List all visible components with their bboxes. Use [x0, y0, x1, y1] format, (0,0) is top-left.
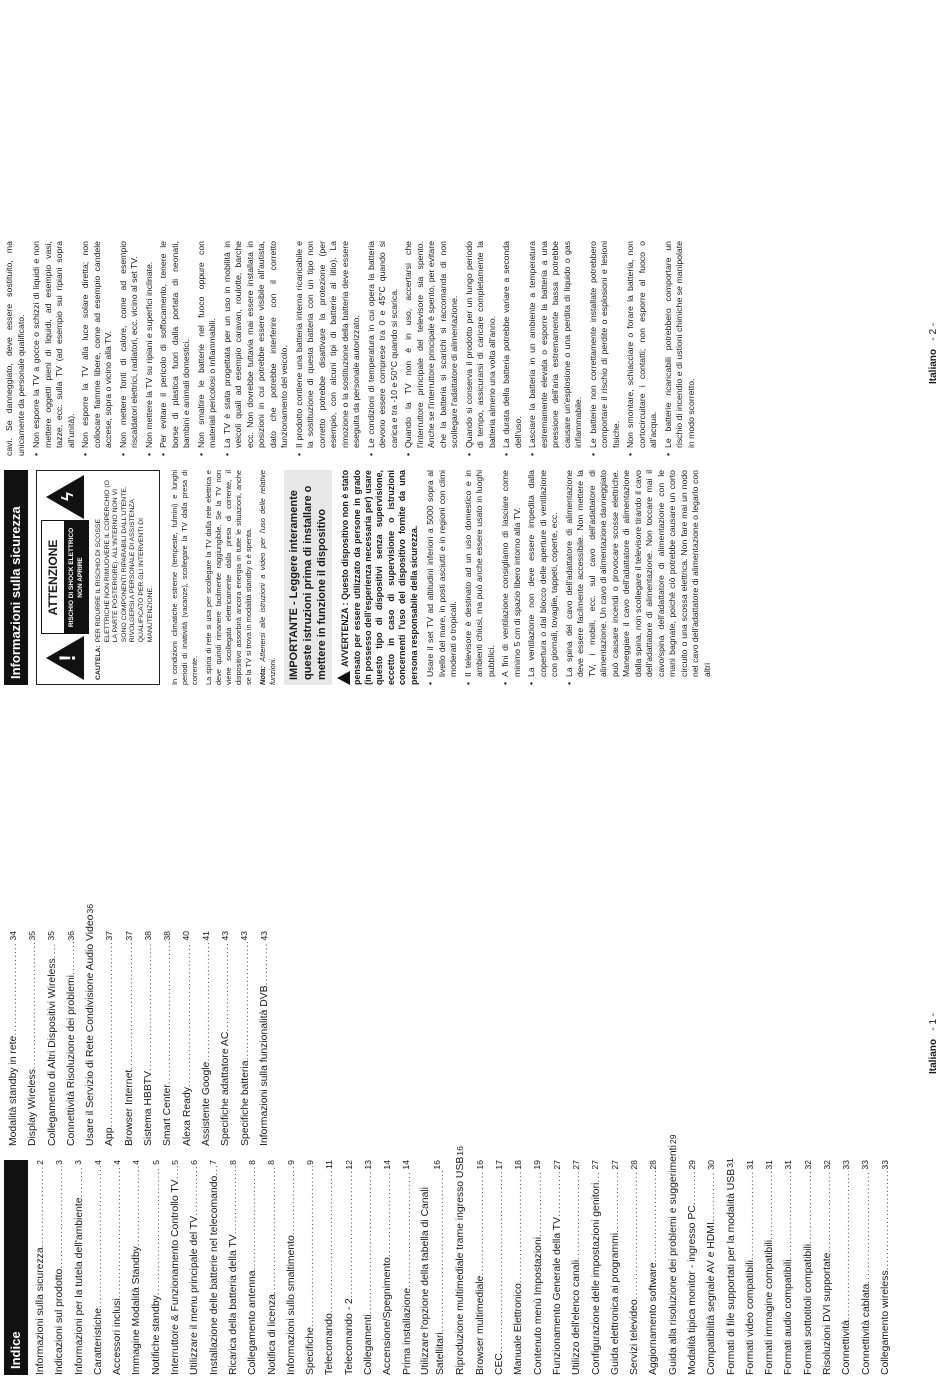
toc-entry-title: Informazioni sulla sicurezza — [35, 1247, 46, 1375]
toc-dot-leader — [282, 1166, 301, 1235]
toc-entry-page: 28 — [648, 1160, 659, 1170]
paragraph-weather: In condizioni climatiche estreme (tempeste, fulmini) e lunghi periodi di inattività (vacanze), scollegare la TV dalla presa di corrente. — [170, 470, 200, 685]
safety-header: Informazioni sulla sicurezza — [4, 470, 28, 685]
toc-entry-page: 16 — [431, 1160, 442, 1170]
toc-entry[interactable] — [378, 1160, 397, 1375]
toc-dot-leader — [166, 1166, 185, 1180]
toc-entry[interactable] — [818, 1160, 837, 1375]
toc-entry[interactable] — [205, 1160, 224, 1375]
toc-entry-page: 29 — [667, 1134, 678, 1145]
toc-entry-page: 40 — [181, 931, 192, 941]
toc-entry[interactable] — [127, 1160, 146, 1375]
toc-dot-leader — [818, 1171, 837, 1253]
toc-entry-page: 4 — [92, 1160, 103, 1165]
toc-entry-title: Sistema HBBTV — [143, 1070, 155, 1146]
toc-entry[interactable] — [197, 931, 216, 1146]
toc-entry-page: 13 — [362, 1160, 373, 1170]
safety-bullet: • Non mettere fonti di calore, come ad esempio riscaldatori elettrici, radiatori, ecc. vicino al set TV. — [118, 241, 141, 456]
toc-entry-page: 38 — [162, 931, 173, 941]
toc-entry-title: Guida elettronica ai programmi — [609, 1232, 621, 1375]
toc-dot-leader — [741, 1171, 760, 1260]
toc-dot-leader — [127, 1166, 146, 1246]
toc-entry-page: 31 — [783, 1160, 794, 1170]
warning-paragraph: AVVERTENZA : Questo dispositivo non è stato pensato per essere utilizzato da persone in grado (in possesso dell'esperienza necessaria per) usare questo tipo di dispositivi senza supervisione, eccetto in caso di supervisione o istruzioni concernenti l'uso del dispositivo fornite da una persona responsabile della sicurezza. — [337, 470, 420, 685]
toc-entry-title: Riproduzione multimediale trame ingresso USB — [455, 1156, 467, 1375]
toc-entry-title: Interruttore & Funzionamento Controllo TV — [170, 1179, 182, 1375]
toc-entry-page: 31 — [725, 1158, 736, 1168]
toc-entry-title: Assistente Google — [200, 1061, 212, 1146]
toc-entry-title: Collegamento antenna — [247, 1270, 259, 1375]
toc-entry-page: 8 — [227, 1160, 238, 1165]
safety-bullet: • Usare il set TV ad altitudini inferiori a 5000 sopra al livello del mare, in posti asciutti e in regioni con climi moderati o tropicali. — [425, 470, 460, 685]
toc-dot-leader — [529, 1171, 548, 1237]
toc-entry-page: 14 — [401, 1160, 412, 1170]
toc-entry-title: Modalità standby in rete — [8, 1035, 19, 1146]
toc-entry[interactable] — [224, 1160, 243, 1375]
toc-entry-title: Servizi televideo — [629, 1299, 641, 1375]
toc-entry-page: 9 — [304, 1160, 315, 1165]
toc-entry-page: 27 — [609, 1160, 620, 1170]
toc-entry[interactable] — [625, 1160, 644, 1375]
toc-entry-title: Contenuto menù Impostazioni — [532, 1236, 544, 1375]
toc-entry[interactable] — [587, 1160, 606, 1375]
toc-dot-leader — [147, 1166, 166, 1295]
toc-entry-title: Prima installazione — [401, 1287, 413, 1375]
toc-entry-page: 33 — [841, 1160, 852, 1170]
toc-entry-title: Configurazione delle impostazioni genitori — [590, 1182, 602, 1375]
toc-entry-title: Utilizzo dell'elenco canali — [571, 1259, 583, 1375]
toc-entry[interactable] — [471, 1160, 490, 1375]
toc-entry-title: Modalità tipica monitor - ingresso PC — [687, 1205, 698, 1375]
warning-icon — [337, 671, 350, 685]
toc-entry-title: Notifiche standby — [150, 1295, 162, 1375]
toc-entry[interactable] — [81, 903, 100, 1146]
toc-entry-page: 31 — [763, 1160, 774, 1170]
attention-title: ATTENZIONE — [46, 539, 60, 616]
attention-label — [41, 521, 89, 635]
toc-entry-page: 8 — [247, 1160, 258, 1165]
toc-entry[interactable] — [664, 1134, 683, 1375]
toc-entry-title: App — [104, 1127, 116, 1146]
toc-entry-title: Formati video compatibili — [744, 1260, 756, 1375]
toc-entry-page: 6 — [189, 1160, 200, 1165]
toc-entry-page: 43 — [220, 931, 231, 941]
toc-entry[interactable] — [340, 1160, 359, 1375]
toc-entry[interactable] — [417, 1160, 452, 1375]
toc-entry-title: Notifica di licenza — [266, 1294, 278, 1375]
toc-entry[interactable] — [606, 1160, 625, 1375]
toc-entry-page: 37 — [104, 931, 115, 941]
toc-entry[interactable] — [4, 931, 23, 1146]
toc-entry-page: 5 — [169, 1160, 180, 1165]
page-footer-2 — [928, 323, 939, 384]
toc-column-2 — [4, 903, 274, 1146]
toc-entry[interactable] — [282, 1160, 301, 1375]
toc-entry[interactable] — [23, 931, 42, 1146]
safety-bullet: • Quando la TV non è in uso, accertarsi che l'interruttore principale del televisore sia spento. Anche se l'interruttore principale è spento, per evitare che la batteria si scarichi si raccomanda di non scollegare l'adattatore di alimentazione. — [403, 241, 461, 456]
toc-dot-leader — [301, 1166, 320, 1327]
safety-bullet: • Il televisore è destinato ad un uso domestico e in ambienti chiusi, ma può anche essere usato in luoghi pubblici. — [463, 470, 498, 685]
toc-entry-title: Manuale Elettronico — [513, 1283, 525, 1375]
toc-entry[interactable] — [139, 931, 158, 1146]
toc-entry-page: 14 — [382, 1160, 393, 1170]
caution-body: PER RIDURRE IL RISCHIO DI SCOSSE ELETTRICHE NON RIMUOVERE IL COPERCHIO (O LA PARTE POSTERIORE). ALL'INTERNO NON VI SONO COMPONENTI RIPARABILI DALL'UTENTE. RIVOLGERSI A PERSONALE DI ASSISTENZA QUALIFICATO PER GLI INTERVENTI DI MANUTENZIONE. — [95, 480, 154, 643]
toc-entry-page: 41 — [200, 931, 211, 941]
toc-entry-page: 36 — [65, 931, 76, 941]
toc-entry-title: CEC — [494, 1353, 506, 1375]
toc-dot-leader — [359, 1171, 378, 1315]
toc-entry[interactable] — [490, 1160, 509, 1375]
toc-entry-title: Collegamento wireless — [879, 1270, 891, 1375]
safety-bullet: • Le condizioni di temperatura in cui opera la batteria devono essere comprese tra 0 e 45°C quando si carica e tra -10 e 50°C quando si scarica. — [366, 241, 401, 456]
page-1 — [0, 690, 950, 1379]
safety-column-1 — [4, 470, 716, 685]
toc-entry[interactable] — [799, 1160, 818, 1375]
toc-entry[interactable] — [185, 1160, 204, 1375]
toc-entry[interactable] — [50, 1160, 69, 1375]
toc-entry[interactable] — [359, 1160, 378, 1375]
toc-entry[interactable] — [760, 1160, 779, 1375]
lightning-warning-icon: ϟ — [46, 475, 84, 519]
toc-dot-leader — [606, 1171, 625, 1233]
toc-dot-leader — [398, 1171, 417, 1288]
toc-entry-title: Funzionamento Generale della TV — [551, 1216, 563, 1375]
toc-entry-title: Accessori inclusi — [112, 1298, 124, 1375]
toc-dot-leader — [100, 942, 119, 1128]
footer-page-number: - 2 - — [928, 322, 939, 341]
toc-entry[interactable] — [31, 1160, 50, 1375]
toc-dot-leader — [876, 1171, 895, 1271]
toc-entry[interactable] — [398, 1160, 417, 1375]
toc-entry-page: 9 — [285, 1160, 296, 1165]
toc-entry[interactable] — [255, 931, 274, 1146]
toc-entry-title: Usare il Servizio di Rete Condivisione Audio Video — [85, 914, 97, 1146]
toc-dot-leader — [224, 1166, 243, 1234]
safety-bullets-2 — [31, 241, 697, 456]
toc-dot-leader — [625, 1171, 644, 1300]
toc-entry-page: 37 — [123, 931, 134, 941]
toc-entry-title: Utilizzare il menu principale del TV — [189, 1215, 201, 1375]
toc-entry-title: Guida alla risoluzione dei problemi e suggerimenti — [667, 1145, 679, 1375]
toc-entry-title: Smart Center — [162, 1084, 174, 1146]
toc-dot-leader — [435, 1171, 447, 1333]
toc-dot-leader — [378, 1171, 397, 1257]
safety-bullets-1 — [425, 470, 713, 685]
toc-entry-title: Telecomando - 2 — [343, 1298, 355, 1375]
toc-dot-leader — [236, 942, 255, 1061]
toc-entry[interactable] — [100, 931, 119, 1146]
toc-dot-leader — [178, 942, 197, 1087]
toc-entry-page: 28 — [628, 1160, 639, 1170]
toc-entry[interactable] — [876, 1160, 895, 1375]
toc-dot-leader — [255, 942, 274, 986]
toc-entry-title: Connettività Risoluzione dei problemi — [65, 975, 77, 1146]
toc-entry[interactable] — [779, 1160, 798, 1375]
continued-paragraph: cavi. Se danneggiato, deve essere sostituito, ma unicamente da personale qualificato. — [4, 241, 26, 456]
toc-entry[interactable] — [644, 1160, 663, 1375]
toc-entry-title: Browser Internet — [123, 1069, 135, 1146]
safety-bullet: • Quando si conserva il prodotto per un lungo periodo di tempo, assicurarsi di caricare completamente la batteria almeno una volta all'anno. — [464, 241, 499, 456]
toc-entry-page: 29 — [686, 1160, 697, 1170]
toc-dot-leader — [158, 942, 177, 1085]
safety-bullet: • Le batterie non correttamente installate potrebbero comportare il rischio di perdite o esplosioni e lesioni fisiche. — [588, 241, 623, 456]
toc-entry-title: Compatibilità segnale AV e HDMI — [706, 1222, 718, 1375]
toc-header: Indice — [4, 1160, 28, 1375]
safety-bullet: • Le batterie ricaricabili potrebbero comportare un rischio di incendio e di ustioni chimiche se manipolate in modo scorretto. — [663, 241, 698, 456]
toc-entry-page: 18 — [513, 1160, 524, 1170]
toc-entry-page: 11 — [324, 1160, 335, 1170]
important-banner: IMPORTANTE - Leggere interamente queste istruzioni prima di installare o mettere in funzione il dispositivo — [284, 470, 332, 685]
toc-entry[interactable] — [451, 1146, 470, 1375]
electric-shock-warning-box — [36, 470, 160, 685]
toc-entry-page: 30 — [706, 1160, 717, 1170]
toc-entry-title-cont: Satellitari — [435, 1332, 447, 1375]
toc-dot-leader — [23, 942, 42, 1070]
page-2 — [0, 0, 950, 689]
toc-dot-leader — [89, 1166, 108, 1308]
toc-entry-title: Installazione delle batterie nel telecomando — [208, 1175, 220, 1375]
toc-dot-leader — [760, 1171, 779, 1240]
toc-entry[interactable] — [509, 1160, 528, 1375]
toc-dot-leader — [471, 1171, 490, 1276]
toc-dot-leader — [62, 942, 81, 975]
toc-entry[interactable] — [567, 1160, 586, 1375]
toc-entry[interactable] — [263, 1160, 282, 1375]
toc-dot-leader — [120, 942, 139, 1070]
exclamation-warning-icon: ! — [46, 636, 84, 680]
toc-entry-title: Display Wireless — [27, 1069, 39, 1146]
toc-entry[interactable] — [837, 1160, 856, 1375]
toc-entry-page: 16 — [455, 1146, 466, 1156]
toc-entry-title: Connettività — [841, 1320, 853, 1375]
toc-entry-page: 2 — [34, 1160, 45, 1165]
toc-dot-leader — [243, 1166, 262, 1271]
toc-entry-page: 17 — [493, 1160, 504, 1170]
toc-entry[interactable] — [301, 1160, 320, 1375]
safety-bullet: • Per evitare il pericolo di soffocamento, tenere le borse di plastica fuori dalla portata di neonati, bambini e animali domestici. — [158, 241, 193, 456]
toc-entry[interactable] — [683, 1160, 702, 1375]
safety-bullet: • Non esporre la TV alla luce solare diretta; non collocare fiamme libere, come ad esempio candele accese, sopra o vicino alla TV. — [80, 241, 115, 456]
toc-dot-leader — [779, 1171, 798, 1260]
footer-page-number: - 1 - — [928, 1012, 939, 1031]
toc-entry[interactable] — [216, 931, 235, 1146]
toc-entry-title: Collegamenti — [363, 1314, 375, 1375]
toc-entry[interactable] — [857, 1160, 876, 1375]
toc-entry-page: 34 — [7, 931, 18, 941]
toc-entry[interactable] — [243, 1160, 262, 1375]
toc-dot-leader — [702, 1171, 721, 1222]
toc-entry-title: Telecomando — [324, 1313, 336, 1375]
toc-dot-leader — [548, 1171, 567, 1217]
toc-dot-leader — [857, 1171, 876, 1284]
toc-entry[interactable] — [166, 1160, 185, 1375]
toc-entry-page: 32 — [802, 1160, 813, 1170]
toc-entry-page: 35 — [27, 931, 38, 941]
safety-bullet: • Il prodotto contiene una batteria interna ricaricabile e la sostituzione di questa batteria con un tipo non corretto potrebbe disattivare la protezione (per esempio, con alcuni tipi di batterie al litio). La rimozione o la sostituzione della batteria deve essere eseguita da personale autorizzato. — [294, 241, 363, 456]
caution-text — [95, 475, 155, 680]
toc-entry-title: Informazioni per la tutela dell'ambiente — [73, 1197, 85, 1375]
toc-dot-leader — [567, 1171, 586, 1260]
safety-bullet: • Non esporre la TV a gocce o schizzi di liquidi e non mettere oggetti pieni di liquidi, ad esempio vasi, tazze, ecc. sulla TV (ad esempio sui ripiani sopra all'unità). — [31, 241, 77, 456]
toc-entry-page: 12 — [343, 1160, 354, 1170]
toc-entry[interactable] — [178, 931, 197, 1146]
toc-entry[interactable] — [548, 1160, 567, 1375]
toc-dot-leader — [320, 1170, 339, 1313]
toc-dot-leader — [509, 1171, 528, 1283]
attention-subtitle: RISCHIO DI SHOCK ELETTRICO NON APRIRE — [64, 522, 88, 634]
toc-entry-title: Formati sottotitoli compatibili — [802, 1243, 814, 1375]
toc-entry[interactable] — [529, 1160, 548, 1375]
toc-entry-title: Utilizzare l'opzione della tabella di Canali — [419, 1187, 431, 1375]
toc-entry-page: 32 — [821, 1160, 832, 1170]
safety-column-2 — [4, 241, 700, 456]
toc-entry-page: 8 — [266, 1160, 277, 1165]
toc-entry-page: 3 — [54, 1160, 65, 1165]
toc-entry-title: Specifiche — [305, 1327, 317, 1375]
toc-entry-page: 16 — [474, 1160, 485, 1170]
toc-dot-leader — [490, 1171, 509, 1353]
toc-entry-title: Specifiche batteria — [239, 1060, 251, 1146]
toc-entry[interactable] — [158, 931, 177, 1146]
toc-entry-page: 5 — [150, 1160, 161, 1165]
toc-entry[interactable] — [43, 931, 62, 1146]
toc-entry-title: Alexa Ready — [181, 1087, 193, 1146]
toc-dot-leader — [4, 942, 23, 1036]
footer-language: Italiano — [928, 348, 939, 384]
toc-entry-page: 43 — [239, 931, 250, 941]
safety-bullet: • La spina del cavo dell'adattatore di alimentazione deve essere facilmente accessibile. Non mettere la TV, i mobili, ecc. sul cavo dell'adattatore di alimentazione. Un cavo di alimentazione danneggiato può causare incendi o provocare scosse elettriche. Maneggiare il cavo dell'adattatore di alimentazione dalla spina, non scollegare il televisore tirando il cavo dell'adattatore di alimentazione. Non toccare mai il cavo/spina dell'adattatore di alimentazione con le mani bagnate, poiché ciò potrebbe causare un corto circuito o una scossa elettrica. Non fare mai un nodo nel cavo dell'adattatore di alimentazione o legarlo con altri — [564, 470, 714, 685]
toc-entry[interactable] — [236, 931, 255, 1146]
toc-entry-page: 43 — [258, 931, 269, 941]
toc-dot-leader — [837, 1171, 856, 1320]
toc-entry-title: Informazioni sulla funzionalità DVB — [258, 985, 270, 1146]
toc-entry-title: Informazioni sullo smaltimento — [285, 1235, 297, 1375]
toc-list-2 — [4, 903, 274, 1146]
toc-entry-page: 3 — [73, 1160, 84, 1165]
toc-dot-leader — [216, 942, 235, 1032]
toc-dot-leader — [263, 1166, 282, 1294]
toc-entry-page: 27 — [571, 1160, 582, 1170]
toc-dot-leader — [683, 1171, 702, 1206]
safety-bullet: • La TV è stata progettata per un uso in mobilità in veicoli quali ad esempio caravan, roulotte, barche ecc. Non dovrebbe tuttavia mai essere installata in posizioni in cui potrebbe essere visibile all'autista, dato che potrebbe interferire con il corretto funzionamento del veicolo. — [222, 241, 291, 456]
toc-entry-title: Connettività cablata — [860, 1283, 872, 1375]
toc-dot-leader — [108, 1166, 127, 1298]
toc-entry-title: Risoluzioni DVI supportate — [822, 1252, 834, 1375]
toc-dot-leader — [31, 1166, 50, 1248]
toc-dot-leader — [644, 1171, 663, 1263]
toc-entry-title: Browser multimediale — [474, 1275, 486, 1375]
toc-dot-leader — [340, 1171, 359, 1299]
toc-entry-page: 7 — [208, 1160, 219, 1165]
toc-entry-page: 36 — [84, 903, 95, 914]
toc-dot-leader — [139, 942, 158, 1071]
toc-dot-leader — [43, 942, 62, 959]
toc-entry[interactable] — [741, 1160, 760, 1375]
toc-entry-title: Ricarica della batteria della TV — [227, 1234, 239, 1375]
safety-bullet: • Non smaltire le batterie nel fuoco oppure con materiali pericolosi o infiammabili. — [196, 241, 219, 456]
toc-dot-leader — [50, 1166, 69, 1269]
toc-entry-title: Caratteristiche — [92, 1308, 104, 1375]
toc-entry-page: 33 — [860, 1160, 871, 1170]
toc-entry-title: Immagine Modalità Standby — [131, 1246, 143, 1375]
toc-entry-title: Collegamento di Altri Dispositivi Wireless — [46, 958, 58, 1146]
safety-bullet: • Lasciare la batteria in un ambiente a temperatura estremamente elevata o esporre la batteria a una pressione dell'aria estremamente bassa potrebbe causare un'esplosione o una perdita di liquido o gas infiammabile. — [527, 241, 585, 456]
safety-bullet: • Non mettere la TV su ripiani e superfici inclinate. — [144, 241, 156, 456]
toc-entry[interactable] — [702, 1160, 721, 1375]
page-footer-1 — [928, 1013, 939, 1074]
toc-entry-page: 35 — [46, 931, 57, 941]
toc-dot-leader — [70, 1166, 89, 1198]
toc-entry-page: 31 — [744, 1160, 755, 1170]
toc-entry[interactable] — [70, 1160, 89, 1375]
toc-entry-page: 38 — [142, 931, 153, 941]
toc-entry[interactable] — [108, 1160, 127, 1375]
safety-bullet: • Non smontare, schiacciare o forare la batteria, non cortocircuitare i contatti; non esporre al fuoco o all'acqua. — [625, 241, 660, 456]
toc-entry-title: Formati immagine compatibili — [764, 1239, 776, 1375]
safety-bullet: • A fini di ventilazione consigliamo di lasciare come minimo 5 cm di spazio libero intorno alla TV. — [500, 470, 523, 685]
toc-entry-title: Accensione/Spegnimento — [382, 1257, 394, 1375]
toc-dot-leader — [799, 1171, 818, 1244]
toc-entry[interactable] — [722, 1160, 741, 1375]
toc-entry-title: Indicazioni sul prodotto — [54, 1268, 66, 1375]
safety-bullet: • La ventilazione non deve essere impedita dalla copertura o dal blocco delle aperture di ventilazione con giornali, tovaglie, tappeti, coperte, ecc. — [526, 470, 561, 685]
paragraph-mains-plug: La spina di rete si usa per scollegare la TV dalla rete elettrica e deve quindi rimanere facilmente raggiungibile. Se la TV non viene scollegata elettricamente dalla presa di corrente, il dispositivo assorbirà ancora energia in tutte le situazioni, anche se la TV si trova in modalità standby o è spenta. — [204, 470, 254, 685]
toc-entry[interactable] — [120, 931, 139, 1146]
toc-entry[interactable] — [89, 1160, 108, 1375]
toc-entry-page: 4 — [131, 1160, 142, 1165]
toc-entry[interactable] — [62, 931, 81, 1146]
toc-dot-leader — [205, 1166, 224, 1176]
safety-bullet: • La durata della batteria potrebbe variare a seconda dell'uso. — [501, 241, 524, 456]
toc-entry-page: 33 — [879, 1160, 890, 1170]
toc-dot-leader — [587, 1171, 606, 1183]
footer-language: Italiano — [928, 1038, 939, 1074]
toc-entry-page: 19 — [532, 1160, 543, 1170]
toc-dot-leader — [197, 942, 216, 1062]
toc-entry-page: 27 — [590, 1160, 601, 1170]
toc-entry[interactable] — [320, 1160, 339, 1375]
toc-entry[interactable] — [147, 1160, 166, 1375]
toc-entry-title: Specifiche adattatore AC — [220, 1031, 232, 1146]
toc-entry-page: 4 — [111, 1160, 122, 1165]
note: Nota: Attenersi alle istruzioni a video per l'uso delle relative funzioni. — [258, 470, 278, 685]
toc-entry-title: Formati audio compatibili — [783, 1259, 795, 1375]
toc-entry-title: Formati di file supportati per la modalità USB — [725, 1168, 737, 1375]
caution-label: CAUTELA: — [95, 645, 102, 680]
toc-entry-page: 27 — [551, 1160, 562, 1170]
toc-dot-leader — [185, 1166, 204, 1216]
toc-entry-title: Aggiornamento software — [648, 1262, 660, 1375]
